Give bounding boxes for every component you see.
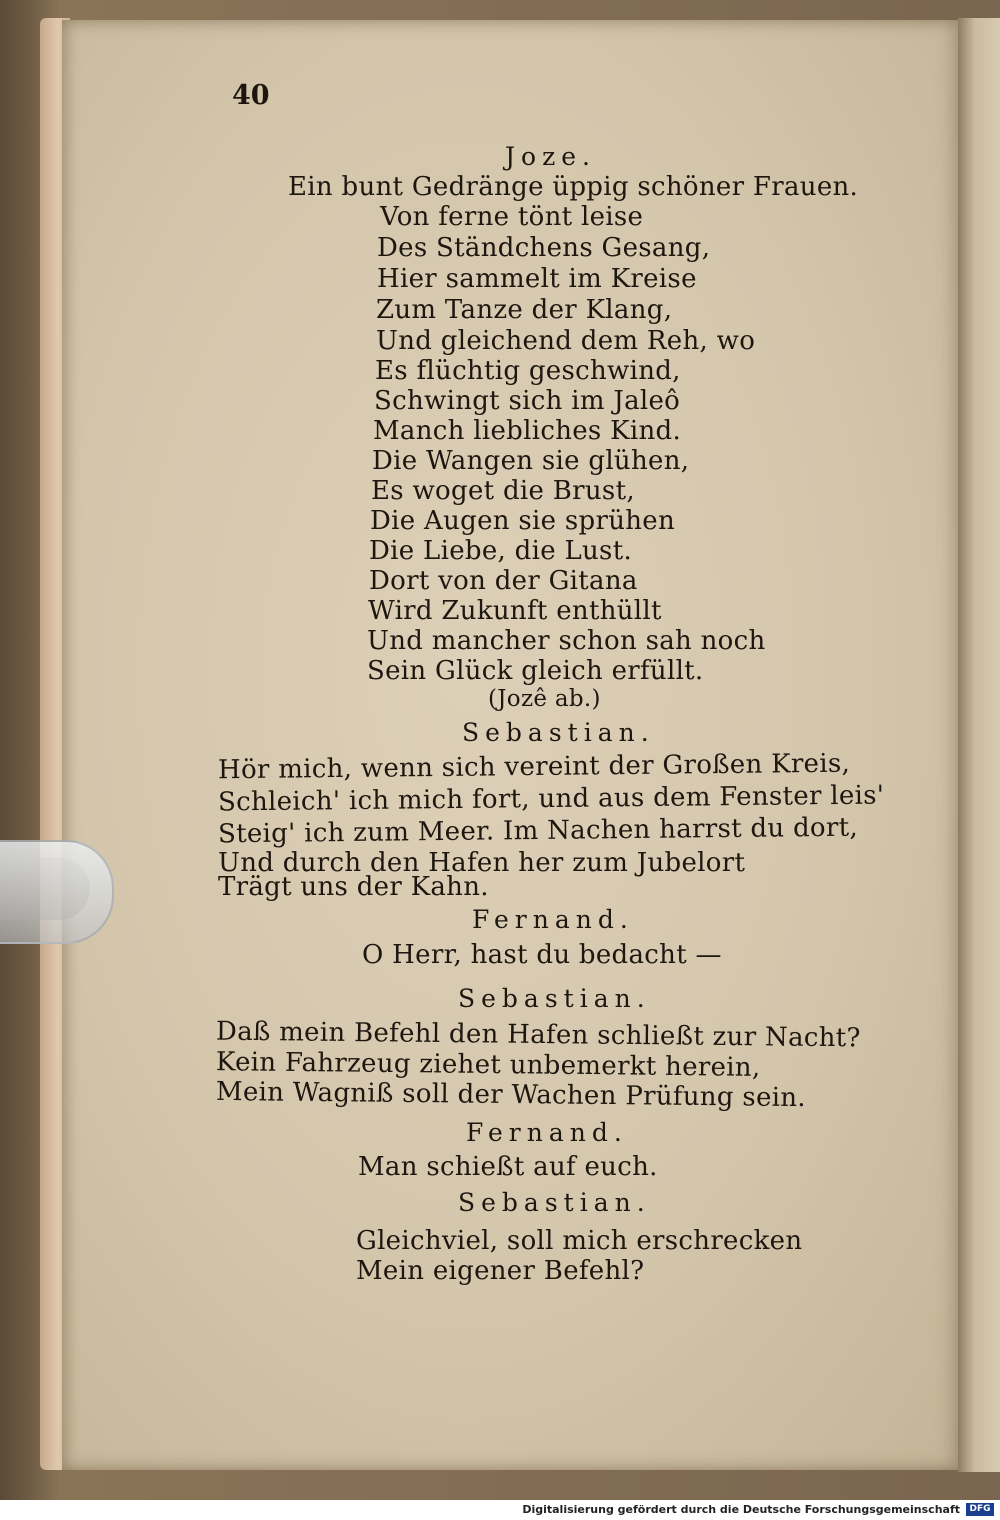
text-line: Trägt uns der Kahn.	[218, 872, 489, 902]
text-line: Man schießt auf euch.	[358, 1152, 658, 1182]
text-line: Von ferne tönt leise	[380, 202, 644, 232]
text-line: Steig' ich zum Meer. Im Nachen harrst du dort,	[217, 812, 859, 850]
facing-page-edge	[958, 18, 1000, 1472]
text-line: Schwingt sich im Jaleô	[374, 386, 681, 416]
text-line: Ein bunt Gedränge üppig schöner Frauen.	[288, 172, 859, 202]
text-line: Hier sammelt im Kreise	[377, 264, 697, 294]
text-line: Schleich' ich mich fort, und aus dem Fenster leis'	[217, 780, 885, 818]
speaker-name: Joze.	[505, 142, 596, 171]
text-line: Daß mein Befehl den Hafen schließt zur Nacht?	[215, 1016, 861, 1054]
text-line: Es woget die Brust,	[371, 476, 635, 506]
text-line: Manch liebliches Kind.	[373, 416, 682, 446]
text-line: Die Augen sie sprühen	[370, 506, 676, 536]
speaker-name: Fernand.	[466, 1118, 628, 1147]
text-line: Es flüchtig geschwind,	[375, 356, 681, 386]
text-line: Und durch den Hafen her zum Jubelort	[218, 848, 746, 878]
text-line: Dort von der Gitana	[369, 566, 638, 596]
page-number: 40	[232, 80, 270, 111]
text-line: Zum Tanze der Klang,	[376, 295, 673, 325]
text-line: Hör mich, wenn sich vereint der Großen Kreis,	[217, 748, 851, 786]
book-clip	[0, 840, 114, 944]
text-line: Gleichviel, soll mich erschrecken	[356, 1226, 803, 1256]
text-line: Und gleichend dem Reh, wo	[376, 326, 756, 356]
speaker-name: Sebastian.	[462, 718, 655, 747]
dfg-logo: DFG	[966, 1503, 994, 1516]
text-line: O Herr, hast du bedacht —	[362, 940, 722, 970]
speaker-name: Sebastian.	[458, 1188, 651, 1217]
text-line: Kein Fahrzeug ziehet unbemerkt herein,	[215, 1047, 761, 1083]
text-line: Die Wangen sie glühen,	[372, 446, 690, 476]
text-line: Mein Wagniß soll der Wachen Prüfung sein.	[215, 1076, 807, 1114]
speaker-name: Sebastian.	[458, 984, 651, 1013]
text-line: Des Ständchens Gesang,	[377, 233, 711, 263]
funding-credit: Digitalisierung gefördert durch die Deutsche Forschungsgemeinschaft	[522, 1503, 960, 1516]
text-line: Sein Glück gleich erfüllt.	[367, 656, 704, 686]
footer-bar	[0, 1500, 1000, 1520]
text-line: Und mancher schon sah noch	[367, 626, 766, 656]
text-line: Mein eigener Befehl?	[356, 1256, 645, 1286]
text-line: Die Liebe, die Lust.	[369, 536, 633, 566]
text-line: Wird Zukunft enthüllt	[368, 596, 662, 626]
stage-direction: (Jozê ab.)	[488, 686, 601, 712]
speaker-name: Fernand.	[472, 905, 634, 934]
